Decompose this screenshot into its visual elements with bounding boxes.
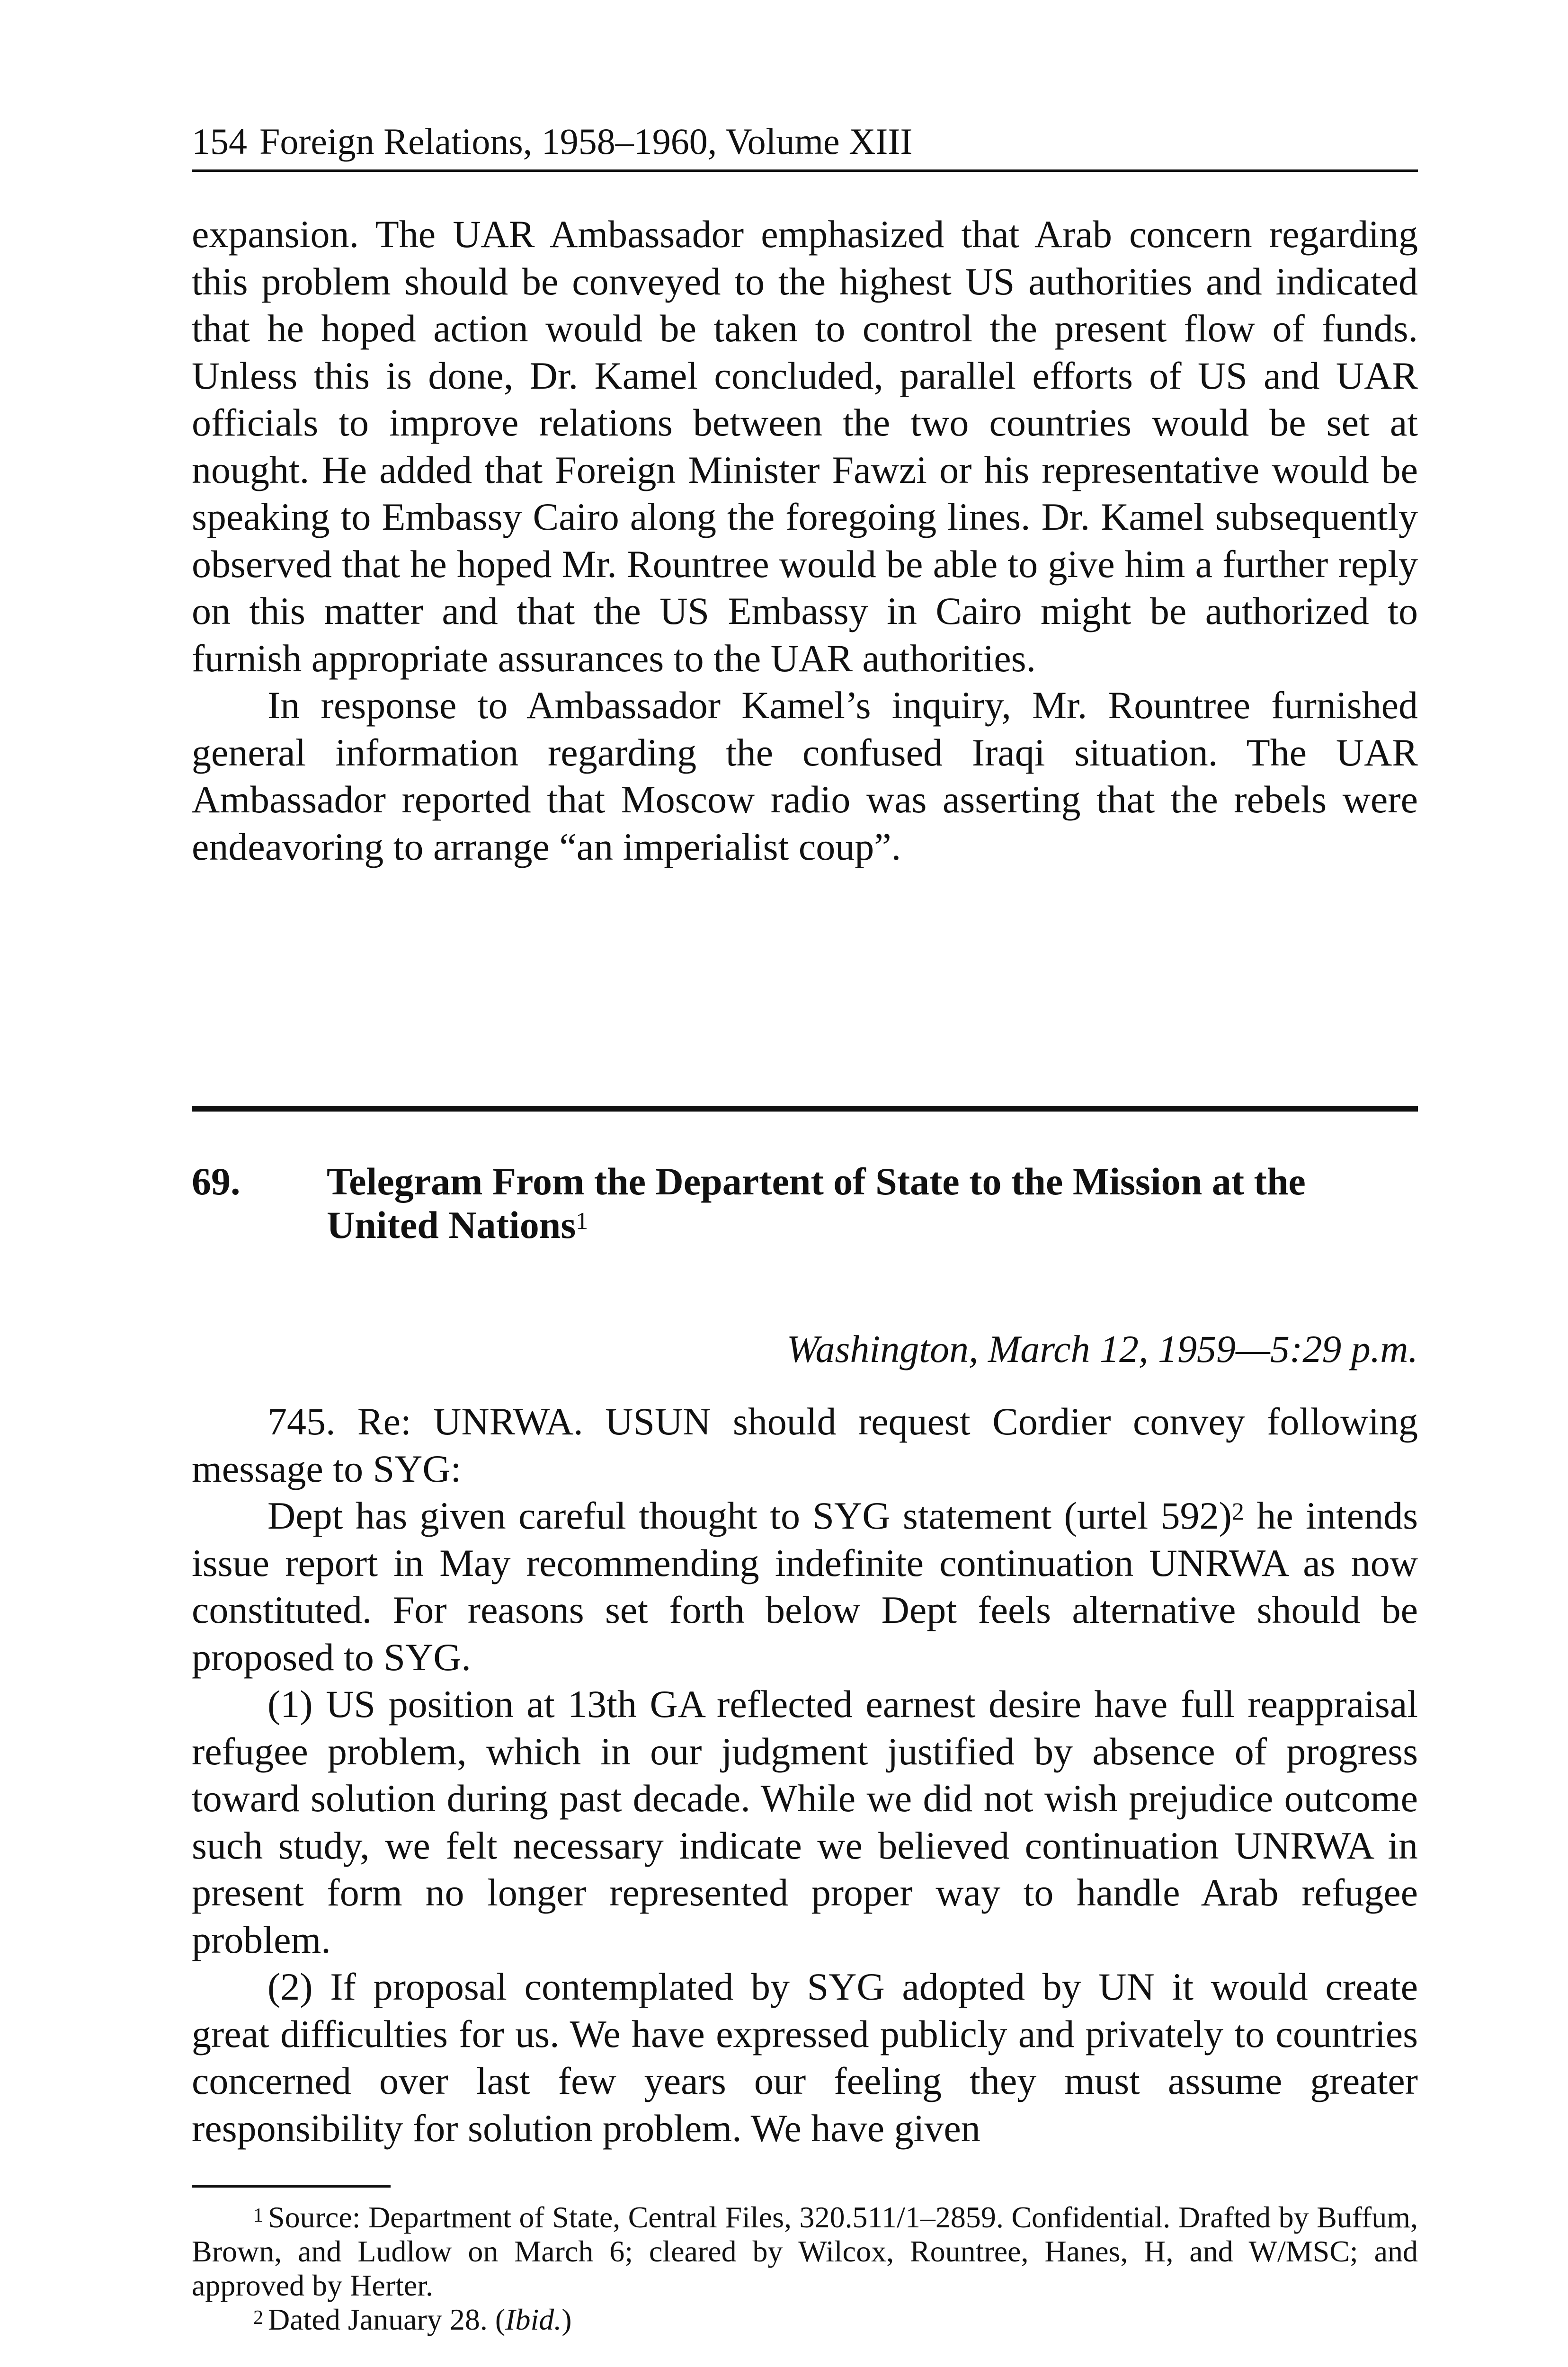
footnote-marker-2: 2 [253,2307,263,2329]
paragraph-745: 745. Re: UNRWA. USUN should request Cordier convey following message to SYG: [192,1400,1418,1490]
paragraph-dept [192,1492,1418,1681]
document-title: Telegram From the Departent of State to the Mission at the United Nations [327,1160,1306,1246]
footnote-ref-1: 1 [576,1208,588,1235]
document-page [192,0,1418,2367]
footnote-marker-1: 1 [253,2205,263,2226]
page-number: 154 [192,121,247,162]
footnote-2 [192,2303,1418,2337]
footnote-divider [192,2185,391,2188]
running-header [192,114,1418,172]
footnote-ref-2: 2 [1231,1498,1244,1525]
paragraph-continued: expansion. The UAR Ambassador emphasized that Arab concern regarding this problem should be conveyed to the highest US authorities and indicated that he hoped action would be taken to control the present flow of funds. Unless this is done, Dr. Kamel concluded, parallel efforts of US and UAR officials to improve relations between the two countries would be set at nought. He added that Foreign Minister Fawzi or his representative would be speaking to Embassy Cairo along the foregoing lines. Dr. Kamel subsequently observed that he hoped Mr. Rountree would be able to give him a further reply on this matter and that the US Embassy in Cairo might be authorized to furnish appropriate assurances to the UAR authorities. [192,213,1418,680]
dept-text-end: he intends issue report in May recommending indefinite continuation UNRWA as now constituted. For reasons set forth below Dept feels alternative should be proposed to SYG. [192,1494,1418,1679]
footnotes [192,2200,1418,2337]
dateline: Washington, March 12, 1959—5:29 p.m. [786,1327,1418,1370]
paragraph-point-2: (2) If proposal contemplated by SYG adopted by UN it would create great difficulties for us. We have expressed publicly and privately to countries concerned over last few years our feeling they must assume greater responsibility for solution problem. We have given [192,1965,1418,2150]
footnote-2-close: ) [561,2303,572,2336]
paragraph-point-1: (1) US position at 13th GA reflected earnest desire have full reappraisal refugee problem, which in our judgment justified by absence of progress toward solution during past decade. While we did not wish prejudice outcome such study, we felt necessary indicate we believed continuation UNRWA in present form no longer represented proper way to handle Arab refugee problem. [192,1682,1418,1961]
running-title: Foreign Relations, 1958–1960, Volume XIII [259,121,913,162]
document-title-wrapper [327,1160,1418,1247]
dept-text-start: Dept has given careful thought to SYG statement (urtel 592) [267,1494,1232,1537]
continued-text [192,211,1418,870]
footnote-2-ibid: Ibid. [505,2303,562,2336]
telegram-body [192,1398,1418,2152]
document-number: 69. [192,1160,241,1203]
footnote-1-text: Source: Department of State, Central Files, 320.511/1–2859. Confidential. Drafted by Buffum, Brown, and Ludlow on March 6; cleared by Wilcox, Rountree, Hanes, H, and W/MSC; and approved by Herter. [192,2200,1418,2302]
section-divider [192,1106,1418,1112]
footnote-2-text: Dated January 28. ( [268,2303,506,2336]
paragraph-iraqi-situation: In response to Ambassador Kamel’s inquiry, Mr. Rountree furnished general information regarding the confused Iraqi situation. The UAR Ambassador reported that Moscow radio was asserting that the rebels were endeavoring to arrange “an imperialist coup”. [192,684,1418,868]
footnote-1 [192,2200,1418,2303]
